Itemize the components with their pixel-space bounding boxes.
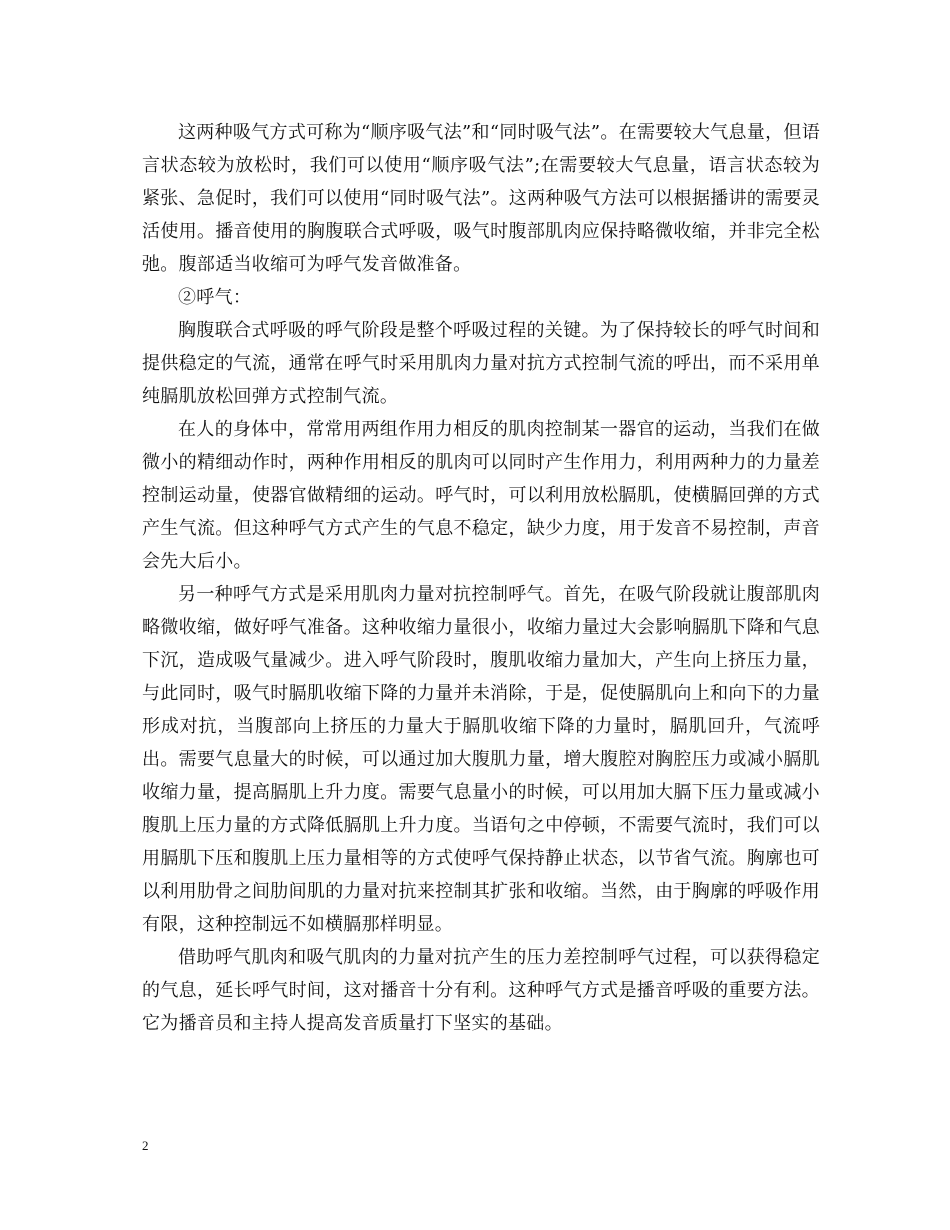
paragraph-exhale-intro: 胸腹联合式呼吸的呼气阶段是整个呼吸过程的关键。为了保持较长的呼气时间和提供稳定的气流，通常在呼气时采用肌肉力量对抗方式控制气流的呼出，而不采用单纯膈肌放松回弹方式控制气流。 bbox=[142, 320, 820, 407]
paragraph-conclusion: 借助呼气肌肉和吸气肌肉的力量对抗产生的压力差控制呼气过程，可以获得稳定的气息，延长呼气时间，这对播音十分有利。这种呼气方式是播音呼吸的重要方法。它为播音员和主持人提高发音质量打下坚实的基础。 bbox=[142, 947, 820, 1034]
paragraph-muscle-antagonism: 另一种呼气方式是采用肌肉力量对抗控制呼气。首先，在吸气阶段就让腹部肌肉略微收缩，做好呼气准备。这种收缩力量很小，收缩力量过大会影响膈肌下降和气息下沉，造成吸气量减少。进入呼气阶段时，腹肌收缩力量加大，产生向上挤压力量，与此同时，吸气时膈肌收缩下降的力量并未消除，于是，促使膈肌向上和向下的力量形成对抗，当腹部向上挤压的力量大于膈肌收缩下降的力量时，膈肌回升，气流呼出。需要气息量大的时候，可以通过加大腹肌力量，增大腹腔对胸腔压力或减小膈肌收缩力量，提高膈肌上升力度。需要气息量小的时候，可以用加大膈下压力量或减小腹肌上压力量的方式降低膈肌上升力度。当语句之中停顿，不需要气流时，我们可以用膈肌下压和腹肌上压力量相等的方式使呼气保持静止状态，以节省气流。胸廓也可以利用肋骨之间肋间肌的力量对抗来控制其扩张和收缩。当然，由于胸廓的呼吸作用有限，这种控制远不如横膈那样明显。 bbox=[142, 584, 820, 935]
paragraph-breathing-methods: 这两种吸气方式可称为“顺序吸气法”和“同时吸气法”。在需要较大气息量，但语言状态较为放松时，我们可以使用“顺序吸气法”;在需要较大气息量，语言状态较为紧张、急促时，我们可以使用“同时吸气法”。这两种吸气方法可以根据播讲的需要灵活使用。播音使用的胸腹联合式呼吸，吸气时腹部肌肉应保持略微收缩，并非完全松弛。腹部适当收缩可为呼气发音做准备。 bbox=[142, 122, 820, 275]
section-heading-exhale: ②呼气： bbox=[178, 287, 252, 308]
page-number: 2 bbox=[142, 1138, 149, 1153]
body-text bbox=[142, 116, 820, 1040]
paragraph-muscle-control: 在人的身体中，常常用两组作用力相反的肌肉控制某一器官的运动，当我们在做微小的精细动作时，两种作用相反的肌肉可以同时产生作用力，利用两种力的力量差控制运动量，使器官做精细的运动。呼气时，可以利用放松膈肌，使横膈回弹的方式产生气流。但这种呼气方式产生的气息不稳定，缺少力度，用于发音不易控制，声音会先大后小。 bbox=[142, 419, 820, 572]
